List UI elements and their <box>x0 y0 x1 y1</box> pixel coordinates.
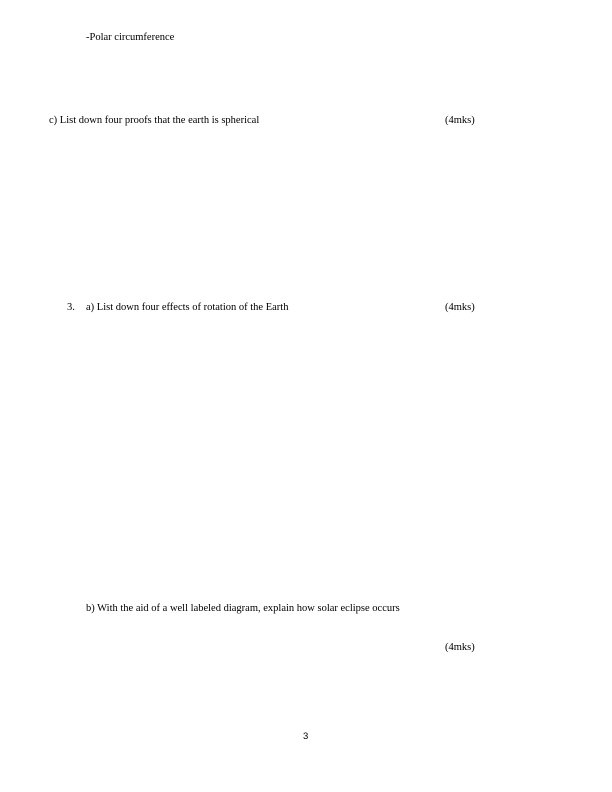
question-3-number: 3. <box>67 302 75 313</box>
question-2c-marks: (4mks) <box>445 115 475 126</box>
question-3b-text: b) With the aid of a well labeled diagram, explain how solar eclipse occurs <box>86 603 400 614</box>
polar-circumference-line: -Polar circumference <box>86 32 175 43</box>
question-3b-marks: (4mks) <box>445 642 475 653</box>
page-number: 3 <box>303 731 309 742</box>
question-2c-text: c) List down four proofs that the earth is spherical <box>49 115 260 126</box>
question-3a-marks: (4mks) <box>445 302 475 313</box>
question-3a-text: a) List down four effects of rotation of the Earth <box>86 302 289 313</box>
